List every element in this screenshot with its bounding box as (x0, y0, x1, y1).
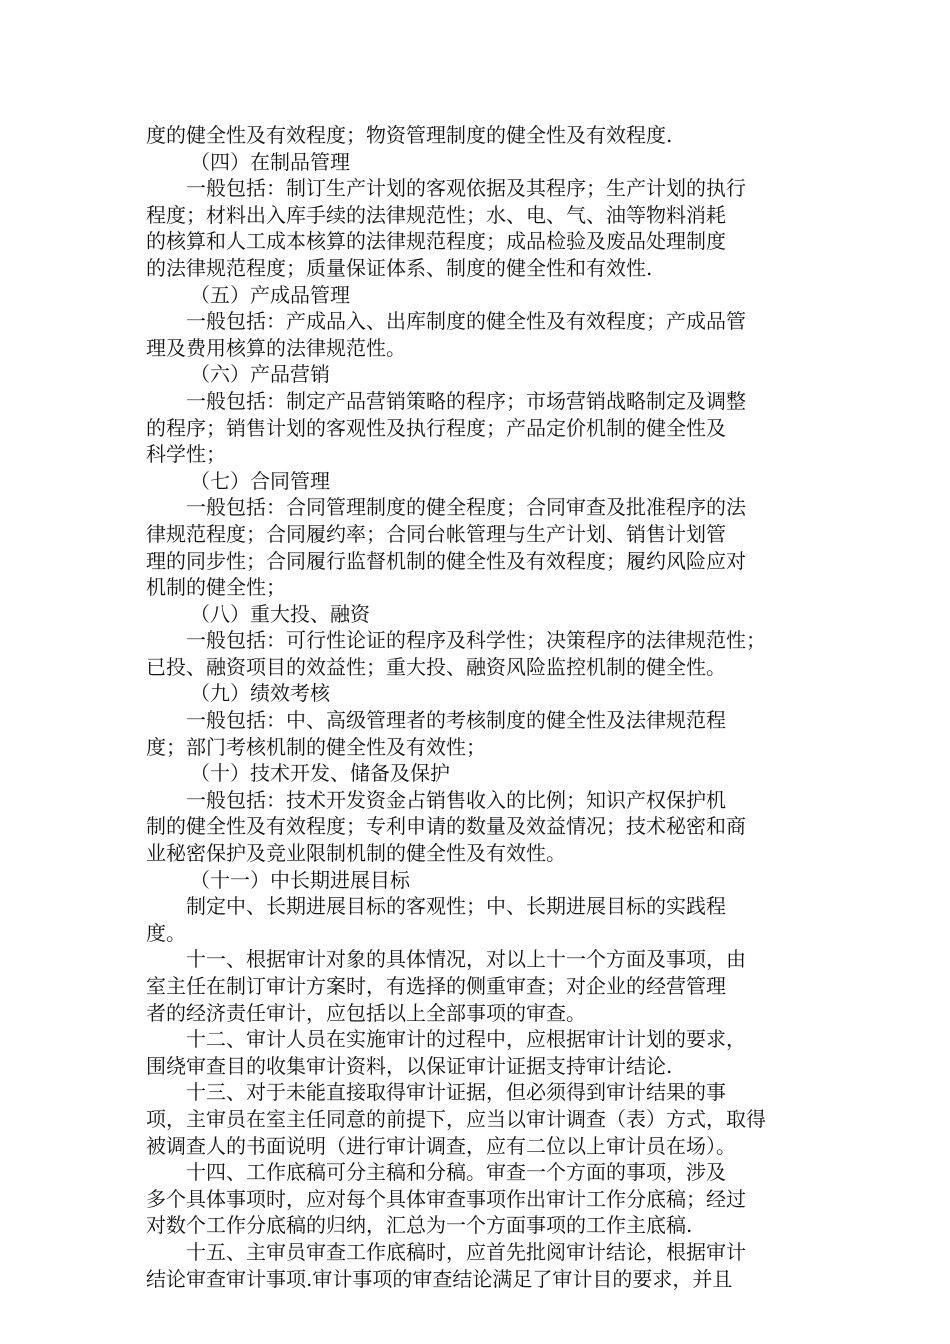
text-line: 的核算和人工成本核算的法律规范程度；成品检验及废品处理制度 (146, 229, 726, 254)
section-heading: （十一）中长期进展目标 (190, 867, 410, 892)
text-line: 机制的健全性； (146, 575, 286, 600)
text-line: 制的健全性及有效程度；专利申请的数量及效益情况；技术秘密和商 (146, 814, 746, 839)
text-line: 项，主审员在室主任同意的前提下，应当以审计调查（表）方式，取得 (146, 1106, 766, 1131)
text-line: 一般包括：制定产品营销策略的程序；市场营销战略制定及调整 (186, 388, 746, 413)
text-line: 已投、融资项目的效益性；重大投、融资风险监控机制的健全性。 (146, 654, 726, 679)
section-heading: （七）合同管理 (190, 468, 330, 493)
text-line: 一般包括：中、高级管理者的考核制度的健全性及法律规范程 (186, 708, 726, 733)
section-heading: （十）技术开发、储备及保护 (190, 761, 450, 786)
text-line: 一般包括：合同管理制度的健全程度；合同审查及批准程序的法 (186, 495, 746, 520)
text-line: 多个具体事项时，应对每个具体审查事项作出审计工作分底稿；经过 (146, 1186, 746, 1211)
section-heading: （八）重大投、融资 (190, 601, 370, 626)
text-line: 一般包括：产成品入、出库制度的健全性及有效程度；产成品管 (186, 309, 746, 334)
text-line: 程度；材料出入库手续的法律规范性；水、电、气、油等物料消耗 (146, 202, 726, 227)
text-line: 业秘密保护及竞业限制机制的健全性及有效性。 (146, 841, 566, 866)
document-body (146, 122, 806, 1292)
text-line: 十一、根据审计对象的具体情况，对以上十一个方面及事项，由 (186, 947, 746, 972)
text-line: 结论审查审计事项.审计事项的审查结论满足了审计目的要求，并且 (146, 1266, 733, 1291)
text-line: 一般包括：制订生产计划的客观依据及其程序；生产计划的执行 (186, 176, 746, 201)
text-line: 室主任在制订审计方案时，有选择的侧重审查；对企业的经营管理 (146, 974, 726, 998)
text-line: 度；部门考核机制的健全性及有效性； (146, 734, 486, 759)
text-line: 理及费用核算的法律规范性。 (146, 335, 406, 360)
text-line: 被调查人的书面说明（进行审计调查，应有二位以上审计员在场）。 (146, 1133, 736, 1158)
text-line: 一般包括：技术开发资金占销售收入的比例；知识产权保护机 (186, 787, 726, 812)
text-line: 度。 (146, 920, 186, 945)
text-line: 科学性； (146, 442, 226, 467)
text-line: 的程序；销售计划的客观性及执行程度；产品定价机制的健全性及 (146, 415, 726, 440)
text-line: 十三、对于未能直接取得审计证据，但必须得到审计结果的事 (186, 1080, 726, 1105)
text-line: 度的健全性及有效程度；物资管理制度的健全性及有效程度. (146, 123, 673, 147)
text-line: 一般包括：可行性论证的程序及科学性；决策程序的法律规范性； (186, 628, 766, 653)
text-line: 围绕审查目的收集审计资料，以保证审计证据支持审计结论. (146, 1053, 673, 1078)
section-heading: （四）在制品管理 (190, 149, 350, 174)
section-heading: （六）产品营销 (190, 362, 330, 387)
section-heading: （五）产成品管理 (190, 282, 350, 307)
text-line: 制定中、长期进展目标的客观性；中、长期进展目标的实践程 (186, 894, 726, 919)
text-line: 律规范程度；合同履约率；合同台帐管理与生产计划、销售计划管 (146, 521, 726, 546)
text-line: 对数个工作分底稿的归纳，汇总为一个方面事项的工作主底稿. (146, 1213, 693, 1238)
text-line: 十四、工作底稿可分主稿和分稿。审查一个方面的事项，涉及 (186, 1160, 726, 1185)
text-line: 十二、审计人员在实施审计的过程中，应根据审计计划的要求， (186, 1027, 746, 1052)
text-line: 理的同步性；合同履行监督机制的健全性及有效程度；履约风险应对 (146, 548, 746, 573)
text-line: 者的经济责任审计，应包括以上全部事项的审查。 (146, 1000, 586, 1025)
section-heading: （九）绩效考核 (190, 681, 330, 706)
text-line: 十五、主审员审查工作底稿时，应首先批阅审计结论，根据审计 (186, 1239, 746, 1264)
text-line: 的法律规范程度；质量保证体系、制度的健全性和有效性. (146, 255, 653, 280)
